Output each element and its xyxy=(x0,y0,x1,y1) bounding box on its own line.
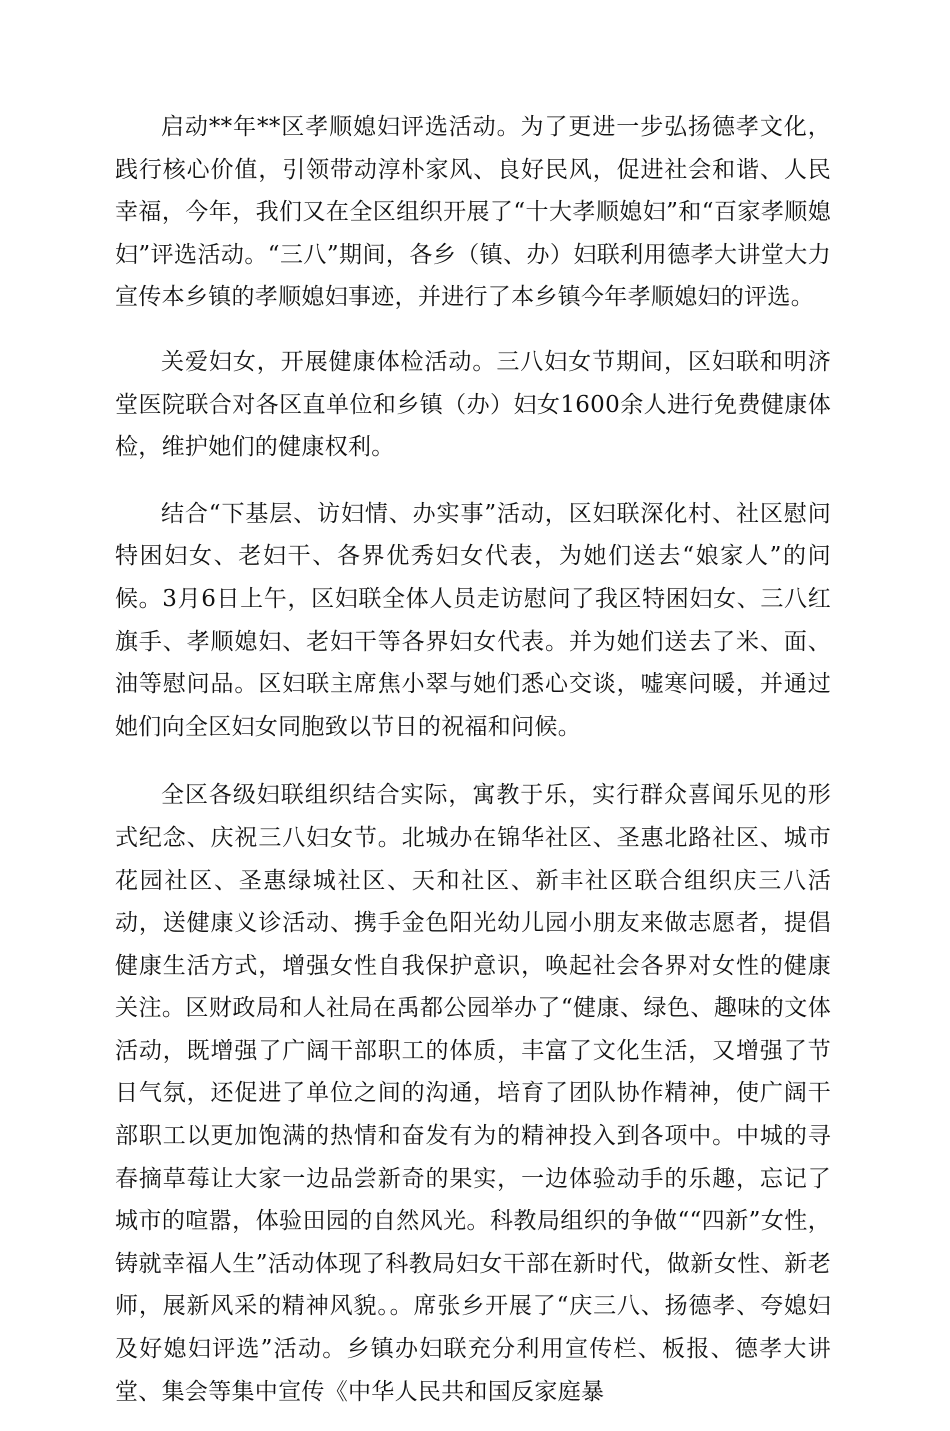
paragraph-womens-day-activities: 全区各级妇联组织结合实际，寓教于乐，实行群众喜闻乐见的形式纪念、庆祝三八妇女节。北城办在锦华社区、圣惠北路社区、城市花园社区、圣惠绿城社区、天和社区、新丰社区联合组织庆三八活动，送健康义诊活动、携手金色阳光幼儿园小朋友来做志愿者，提倡健康生活方式，增强女性自我保护意识，唤起社会各界对女性的健康关注。区财政局和人社局在禹都公园举办了“健康、绿色、趣味的文体活动，既增强了广阔干部职工的体质，丰富了文化生活，又增强了节日气氛，还促进了单位之间的沟通，培育了团队协作精神，使广阔干部职工以更加饱满的热情和奋发有为的精神投入到各项中。中城的寻春摘草莓让大家一边品尝新奇的果实，一边体验动手的乐趣，忘记了城市的喧嚣，体验田园的自然风光。科教局组织的争做““四新”女性，铸就幸福人生”活动体现了科教局妇女干部在新时代，做新女性、新老师，展新风采的精神风貌。。席张乡开展了“庆三八、扬德孝、夸媳妇及好媳妇评选”活动。乡镇办妇联充分利用宣传栏、板报、德孝大讲堂、集会等集中宣传《中华人民共和国反家庭暴 xyxy=(115,782,831,1405)
paragraph-filial-daughter-in-law-selection: 启动**年**区孝顺媳妇评选活动。为了更进一步弘扬德孝文化，践行核心价值，引领带动淳朴家风、良好民风，促进社会和谐、人民幸福，今年，我们又在全区组织开展了“十大孝顺媳妇”和“百家孝顺媳妇”评选活动。“三八”期间，各乡（镇、办）妇联利用德孝大讲堂大力宣传本乡镇的孝顺媳妇事迹，并进行了本乡镇今年孝顺媳妇的评选。 xyxy=(115,114,831,311)
paragraph-visits-condolences: 结合“下基层、访妇情、办实事”活动，区妇联深化村、社区慰问特困妇女、老妇干、各界优秀妇女代表，为她们送去“娘家人”的问候。3月6日上午，区妇联全体人员走访慰问了我区特困妇女、三八红旗手、孝顺媳妇、老妇干等各界妇女代表。并为她们送去了米、面、油等慰问品。区妇联主席焦小翠与她们悉心交谈，嘘寒问暖，并通过她们向全区妇女同胞致以节日的祝福和问候。 xyxy=(115,500,831,740)
paragraph-health-checkup: 关爱妇女，开展健康体检活动。三八妇女节期间，区妇联和明济堂医院联合对各区直单位和乡镇（办）妇女1600余人进行免费健康体检，维护她们的健康权利。 xyxy=(115,348,831,461)
document-body xyxy=(115,106,831,1431)
